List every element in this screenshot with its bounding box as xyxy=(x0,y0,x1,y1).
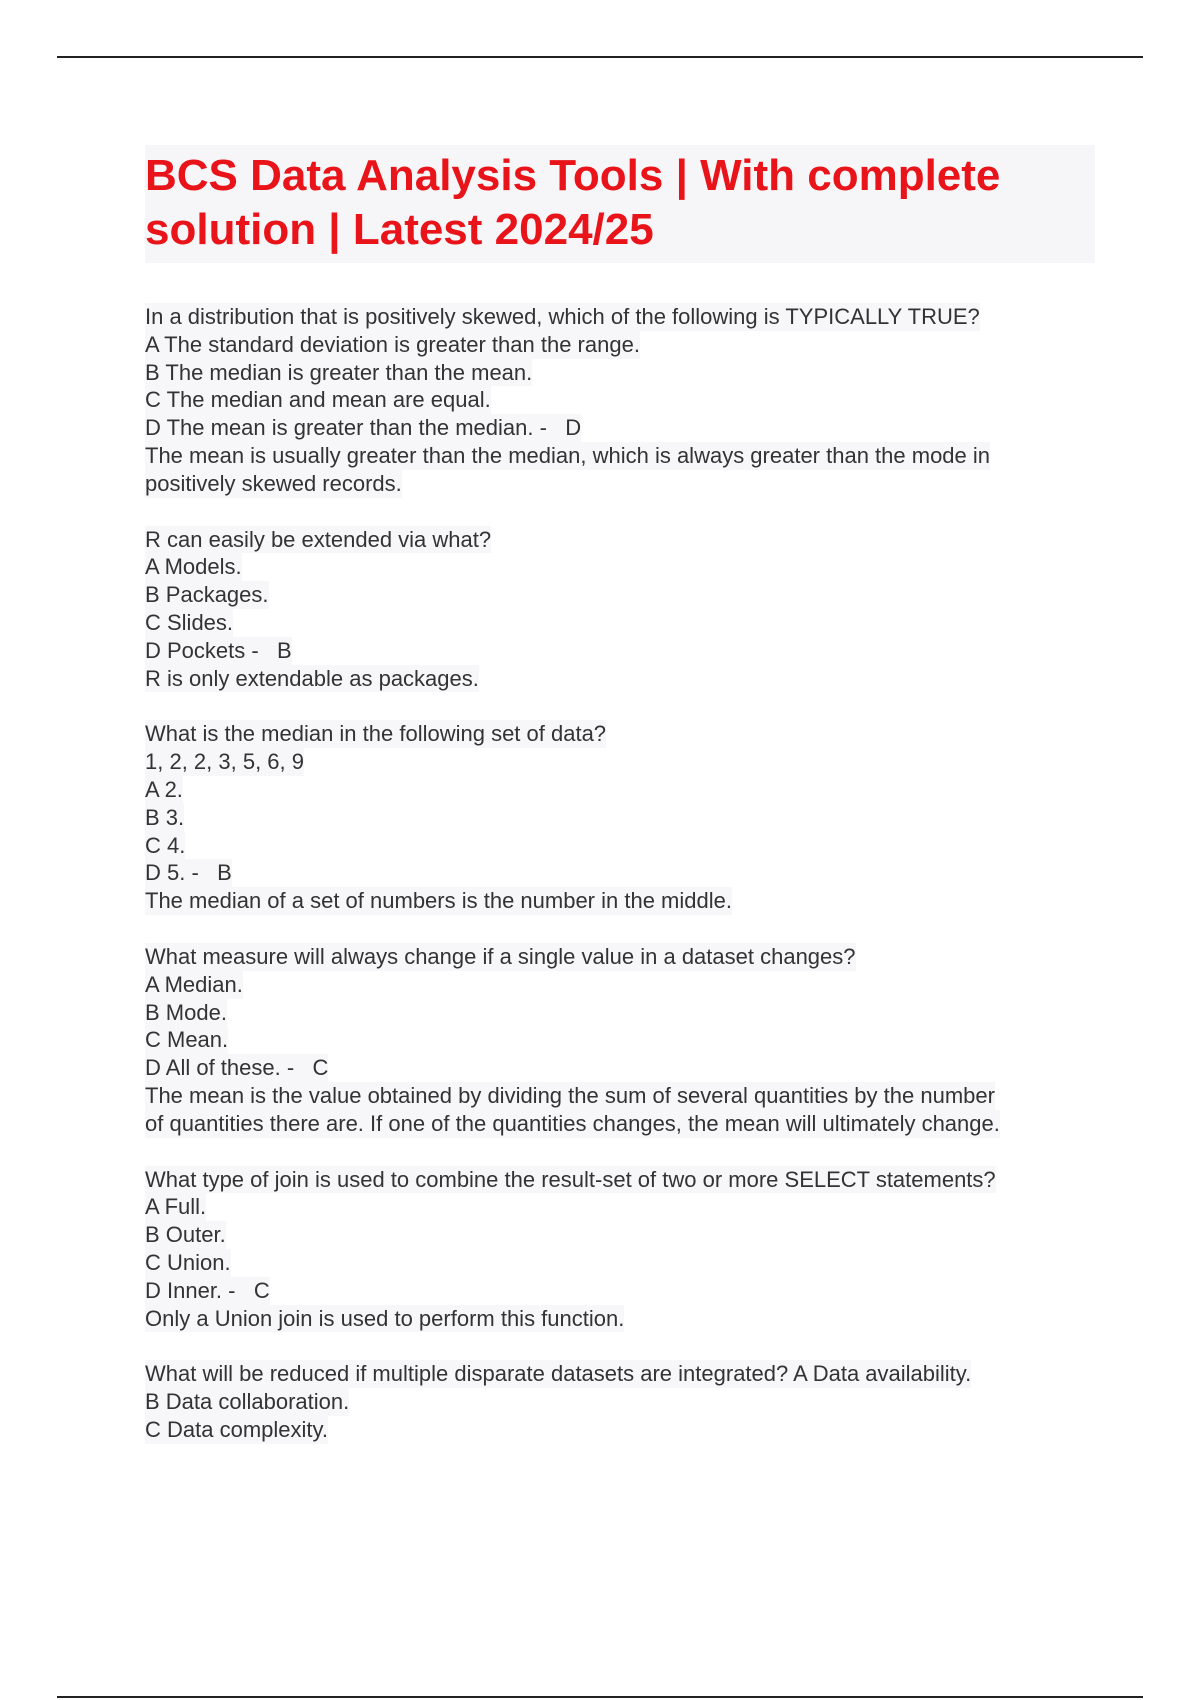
question-text: In a distribution that is positively skewed, which of the following is TYPICALLY TRUE? xyxy=(145,304,980,329)
option-c: C 4. xyxy=(145,832,186,858)
option-d-answer: D Inner. - C xyxy=(145,1277,270,1303)
option-a: A Full. xyxy=(145,1194,207,1220)
question-text: What will be reduced if multiple disparate datasets are integrated? A Data availability. xyxy=(145,1361,972,1387)
question-block-6 xyxy=(145,1360,1095,1443)
option-b: B Mode. xyxy=(145,999,227,1025)
question-text: What type of join is used to combine the result-set of two or more SELECT statements? xyxy=(145,1166,996,1192)
explanation: The median of a set of numbers is the number in the middle. xyxy=(145,888,732,914)
question-block-4 xyxy=(145,943,1095,1138)
explanation: The mean is usually greater than the median, which is always greater than the mode in xyxy=(145,442,991,468)
top-rule xyxy=(57,56,1143,58)
explanation: Only a Union join is used to perform this function. xyxy=(145,1305,625,1331)
option-d-answer: D 5. - B xyxy=(145,860,232,886)
option-b: B 3. xyxy=(145,804,185,830)
option-c: C Slides. xyxy=(145,609,234,635)
option-a: A Median. xyxy=(145,971,243,997)
option-c: C Data complexity. xyxy=(145,1416,328,1442)
question-text: What is the median in the following set of data? xyxy=(145,721,607,747)
question-block-3 xyxy=(145,720,1095,915)
option-a: A Models. xyxy=(145,554,242,580)
option-b: B The median is greater than the mean. xyxy=(145,359,533,385)
question-text: What measure will always change if a single value in a dataset changes? xyxy=(145,943,856,969)
option-b: B Data collaboration. xyxy=(145,1389,350,1415)
option-d-answer: D Pockets - B xyxy=(145,637,292,663)
option-c: C Union. xyxy=(145,1249,231,1275)
explanation: of quantities there are. If one of the quantities changes, the mean will ultimately change. xyxy=(145,1110,1000,1136)
question-block-2 xyxy=(145,526,1095,693)
option-d-answer: D All of these. - C xyxy=(145,1055,329,1081)
question-block-5 xyxy=(145,1166,1095,1333)
option-a: A The standard deviation is greater than the range. xyxy=(145,331,640,357)
option-a: A 2. xyxy=(145,776,183,802)
data-set: 1, 2, 2, 3, 5, 6, 9 xyxy=(145,749,304,775)
document-title: BCS Data Analysis Tools | With complete solution | Latest 2024/25 xyxy=(145,145,1095,263)
explanation: The mean is the value obtained by dividing the sum of several quantities by the number xyxy=(145,1082,995,1108)
explanation: R is only extendable as packages. xyxy=(145,665,479,691)
option-c: C The median and mean are equal. xyxy=(145,387,491,413)
bottom-rule xyxy=(57,1696,1143,1698)
option-b: B Outer. xyxy=(145,1222,226,1248)
question-block-1 xyxy=(145,303,1095,498)
question-text: R can easily be extended via what? xyxy=(145,526,492,552)
option-c: C Mean. xyxy=(145,1027,229,1053)
option-d-answer: D The mean is greater than the median. - D xyxy=(145,415,582,441)
question-list xyxy=(145,303,1095,1444)
explanation: positively skewed records. xyxy=(145,470,402,496)
document-body xyxy=(145,145,1095,1472)
option-b: B Packages. xyxy=(145,582,269,608)
